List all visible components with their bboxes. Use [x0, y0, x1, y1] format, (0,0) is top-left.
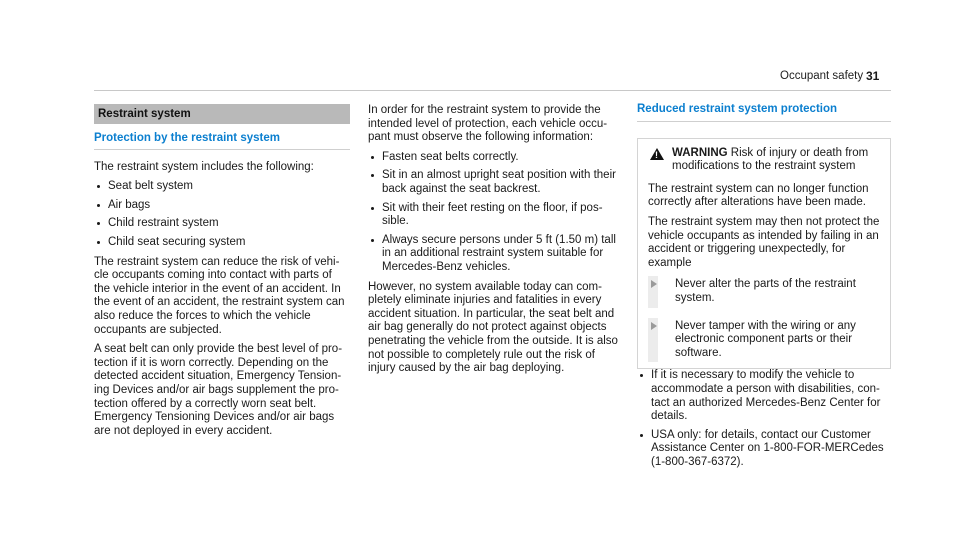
warning-header — [648, 147, 880, 174]
list-item: Sit with their feet resting on the floor, if pos-sible. — [368, 202, 624, 229]
list-item: Sit in an almost upright seat position with their back against the seat backrest. — [368, 169, 624, 196]
column-right — [637, 104, 891, 475]
header-divider — [94, 90, 891, 91]
list-item: Seat belt system — [94, 180, 350, 194]
step-text: Never tamper with the wiring or any electronic component parts or their software. — [675, 319, 856, 359]
warning-text: The restraint system can no longer function correctly after alterations have been made. — [648, 182, 869, 209]
paragraph: A seat belt can only provide the best level of pro-tection if it is worn correctly. Depending on the detected accident situation, Emergency Tension-ing Devices and/or air bags supplement the pro-tection offered by a correctly worn seat belt. Emergency Tensioning Devices and/or air bags are not deployed in every accident. — [94, 343, 343, 437]
restraint-components-list — [94, 180, 350, 249]
list-item: Child seat securing system — [94, 236, 350, 250]
warning-step — [648, 278, 880, 305]
modification-notes-list — [637, 369, 891, 469]
list-item: If it is necessary to modify the vehicle to accommodate a person with disabilities, con-tact an authorized Mercedes-Benz Center for details. — [637, 369, 891, 423]
list-item: Child restraint system — [94, 217, 350, 231]
page-number: 31 — [866, 69, 880, 83]
list-item: Fasten seat belts correctly. — [368, 151, 624, 165]
column-middle — [368, 104, 624, 382]
heading-reduced-protection: Reduced restraint system protection — [637, 103, 891, 122]
warning-box — [637, 138, 891, 370]
occupant-instructions-list — [368, 151, 624, 275]
warning-step — [648, 320, 880, 361]
warning-text: The restraint system may then not protect the vehicle occupants as intended by failing in an accident or triggering unexpectedly, for example — [648, 215, 880, 269]
warning-triangle-icon: ! — [650, 148, 664, 160]
intro-text: In order for the restraint system to provide the intended level of protection, each vehicle occu-pant must observe the following information: — [368, 104, 608, 144]
list-item: Air bags — [94, 199, 350, 213]
warning-label: WARNING — [672, 146, 728, 159]
arrow-right-icon — [651, 322, 657, 330]
paragraph: However, no system available today can com-pletely eliminate injuries and fatalities in every accident situation. In particular, the seat belt and air bag generally do not protect against objects penetrating the vehicle from the outside. It is also not possible to completely rule out the risk of injury caused by the air bag deploying. — [368, 280, 618, 375]
step-text: Never alter the parts of the restraint system. — [675, 278, 856, 304]
column-left — [94, 104, 350, 444]
list-item: USA only: for details, contact our Customer Assistance Center on 1-800-FOR-MERCedes (1-800-367-6372). — [637, 429, 891, 470]
section-bar-restraint-system: Restraint system — [94, 104, 350, 124]
section-title: Occupant safety — [780, 70, 864, 82]
arrow-right-icon — [651, 280, 657, 288]
paragraph: The restraint system can reduce the risk of vehi-cle occupants coming into contact with parts of the vehicle interior in the event of an accident. In the event of an accident, the restraint system can also reduce the forces to which the vehicle occupants are subjected. — [94, 255, 345, 336]
intro-text: The restraint system includes the following: — [94, 160, 314, 173]
warning-title: Risk of injury or death from modifications to the restraint system — [672, 146, 869, 173]
list-item: Always secure persons under 5 ft (1.50 m) tall in an additional restraint system suitable for Mercedes-Benz vehicles. — [368, 234, 624, 275]
subheading-protection: Protection by the restraint system — [94, 132, 350, 150]
